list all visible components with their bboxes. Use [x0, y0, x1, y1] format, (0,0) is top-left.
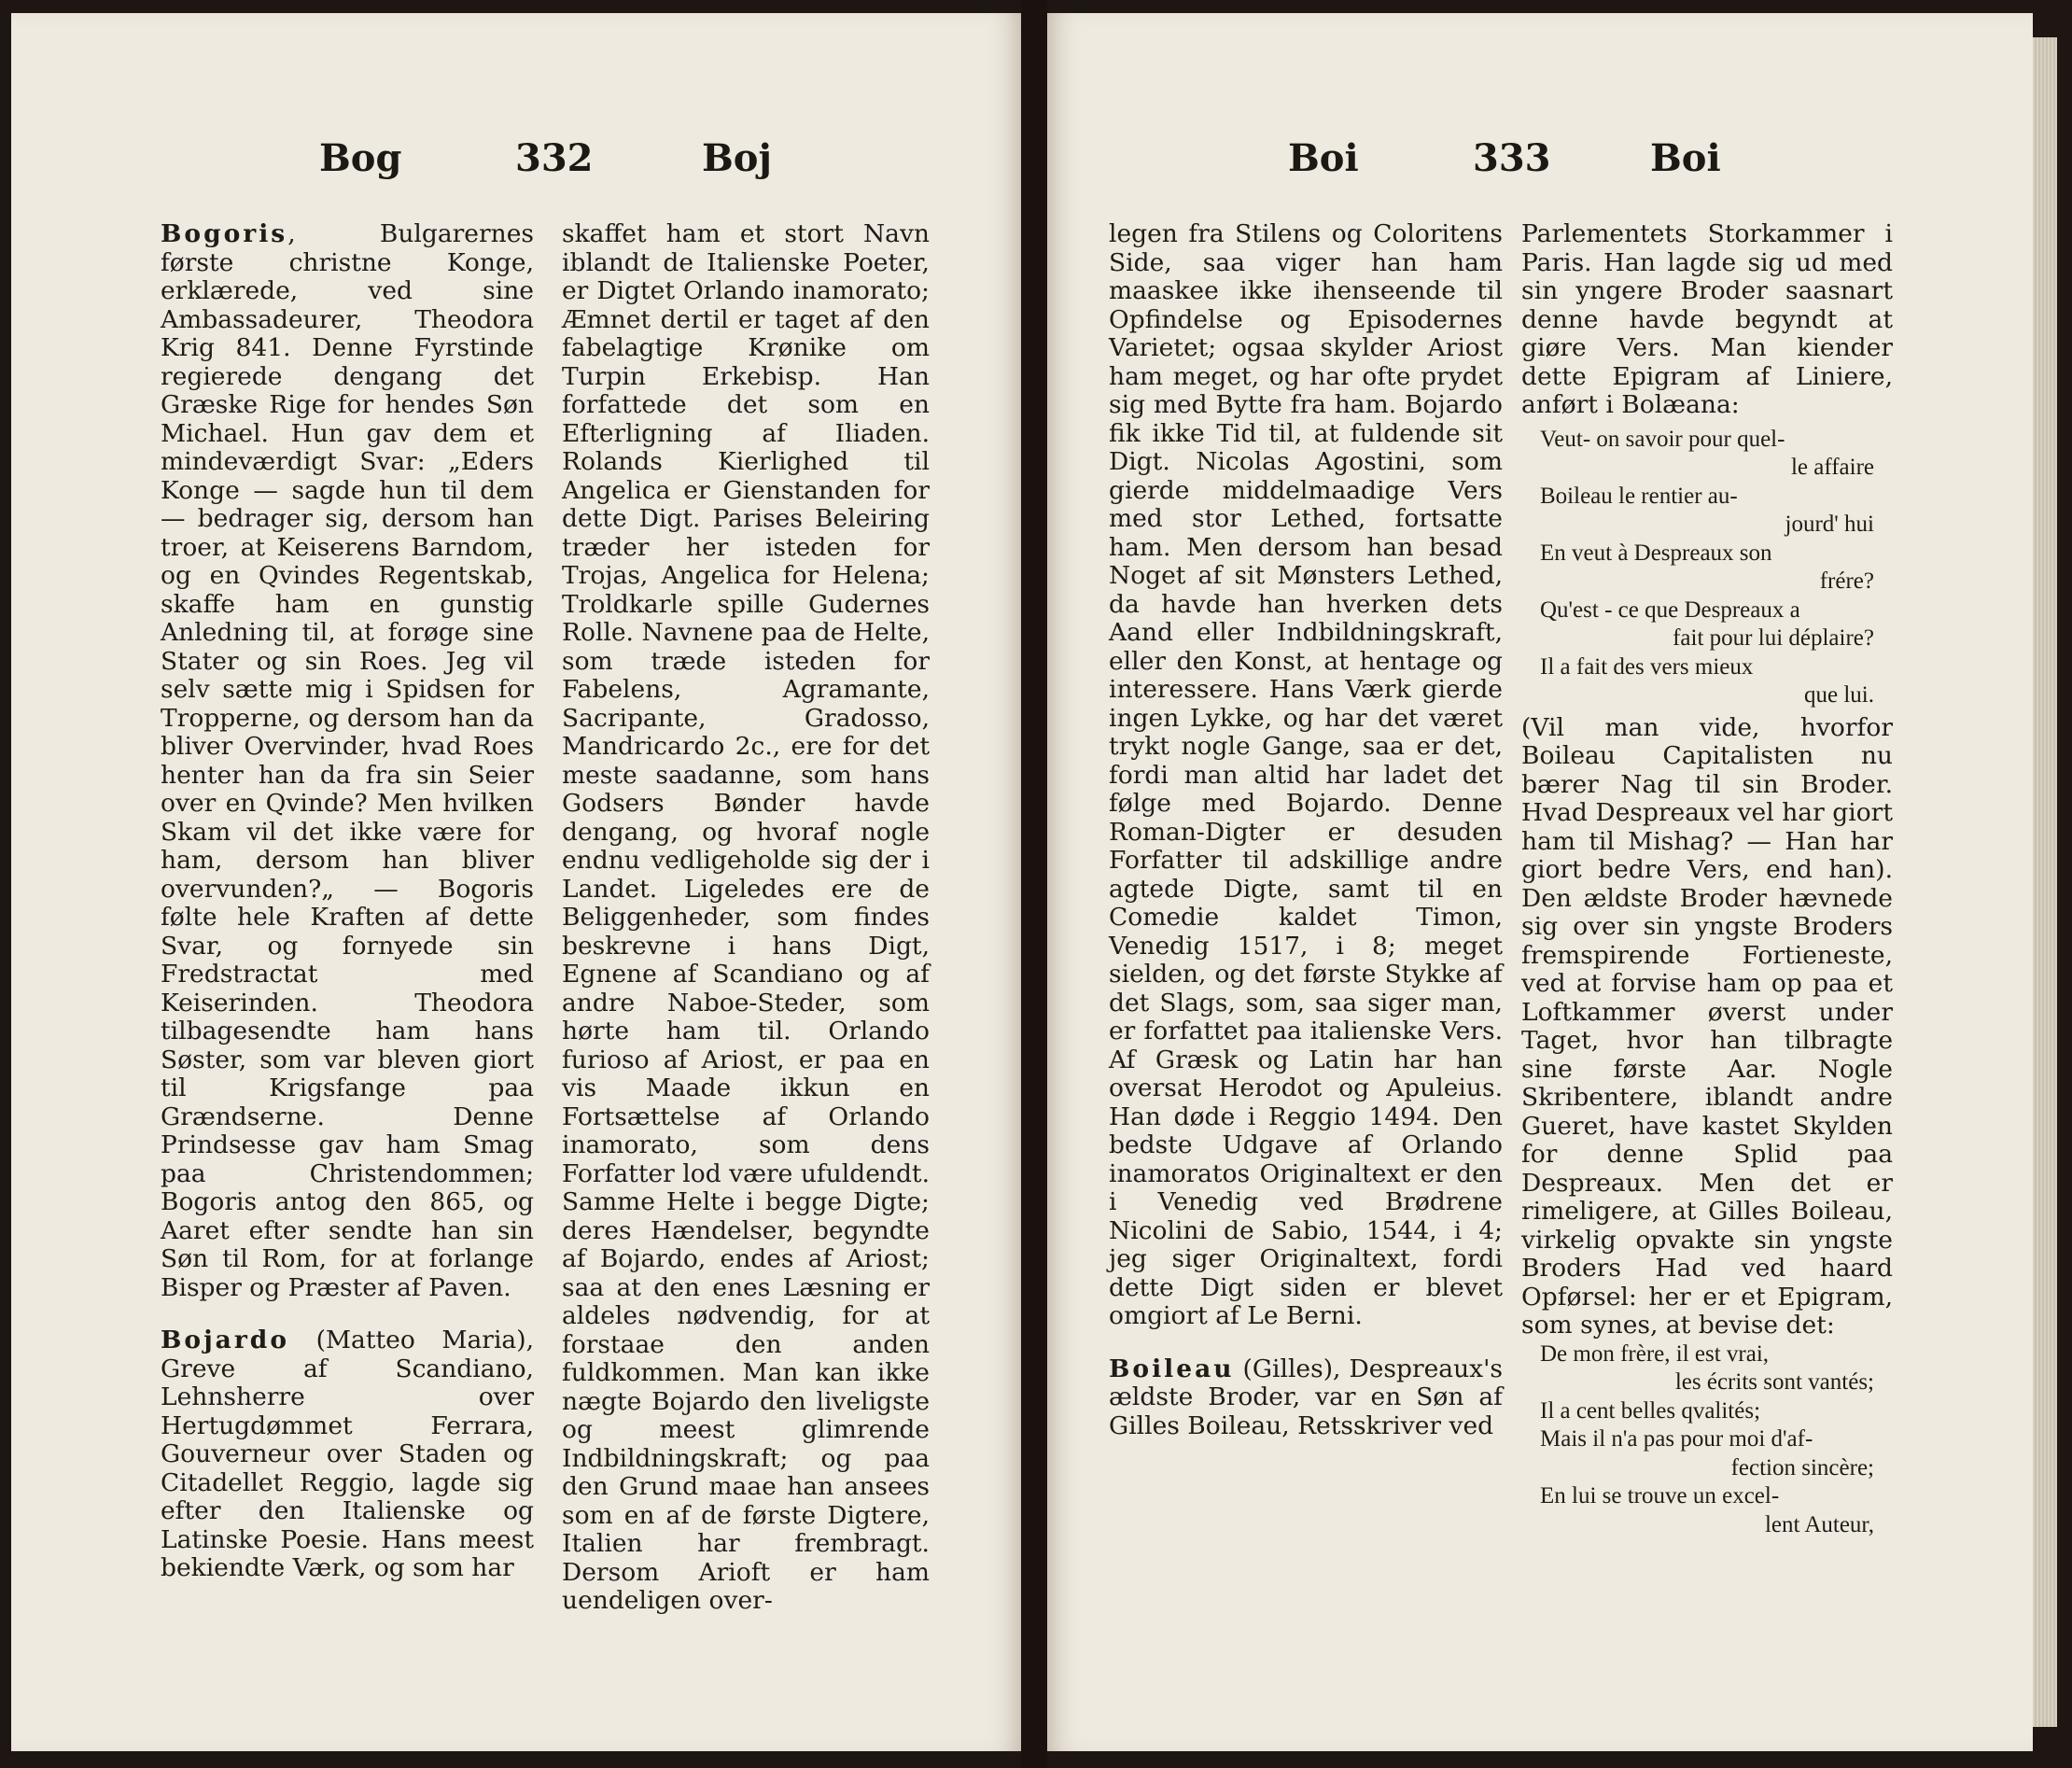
entry-title-boileau: Boileau: [1109, 1354, 1235, 1383]
epigram-1: [1521, 426, 1893, 710]
epigram-line: De mon frère, il est vrai,: [1540, 1340, 1770, 1367]
epigram-line: le affaire: [1790, 455, 1874, 480]
left-header-keyword: Bog: [319, 136, 402, 180]
right-header-keyword-right: Boi: [1650, 136, 1721, 180]
boileau-middle: (Vil man vide, hvorfor Boileau Capitalisten nu bærer Nag til sin Broder. Hvad Despreaux vel har giort ham til Mishag? — Han har giort bedre Vers, end han). Den ældste Broder hævnede sig over sin yngste Broders fremspirende Fortieneste, ved at forvise ham op paa et Loftkammer øverst under Taget, hvor han tilbragte sine første Aar. Nogle Skribentere, iblandt andre Gueret, have kastet Skylden for denne Splid paa Despreaux. Men det er rimeligere, at Gilles Boileau, virkelig opvakte sin yngste Broders Had ved haard Opførsel: her er et Epigram, som synes, at bevise det:: [1521, 712, 1893, 1340]
entry-title-bojardo: Bojardo: [161, 1326, 289, 1354]
left-page-header: [11, 136, 1021, 192]
entry-bogoris: [161, 220, 534, 1302]
epigram-line: fait pour lui déplaire?: [1673, 625, 1874, 651]
left-page-number: 332: [515, 136, 594, 180]
bojardo-continued-2: legen fra Stilens og Coloritens Side, saa viger han ham maaskee ikke ihenseende til Opfindelse og Episodernes Varietet; ogsaa skylder Ariost ham meget, og har ofte prydet sig med Bytte fra ham. Bojardo fik ikke Tid til, at fuldende sit Digt. Nicolas Agostini, som gierde middelmaadige Vers med stor Lethed, fortsatte ham. Men dersom han besad Noget af sit Mønsters Lethed, da havde han hverken dets Aand eller Indbildningskraft, eller den Konst, at hentage og interessere. Hans Værk gierde ingen Lykke, og har det været trykt nogle Gange, saa er det, fordi man altid har ladet det følge med Bojardo. Denne Roman-Digter er desuden Forfatter til adskillige andre agtede Digte, samt til en Comedie kaldet Timon, Venedig 1517, i 8; meget sielden, og det første Stykke af det Slags, som, saa siger man, er forfattet paa italienske Vers. Af Græsk og Latin har han oversat Herodot og Apuleius. Han døde i Reggio 1494. Den bedste Udgave af Orlando inamoratos Originaltext er den i Venedig ved Brødrene Nicolini de Sabio, 1544, i 4; jeg siger Originaltext, fordi dette Digt siden er blevet omgiort af Le Berni.: [1109, 219, 1503, 1330]
epigram-line: Mais il n'a pas pour moi d'af-: [1540, 1426, 1813, 1452]
epigram-line: lent Auteur,: [1764, 1511, 1874, 1537]
epigram-line: Boileau le rentier au-: [1540, 483, 1738, 509]
left-header-keyword-right: Boj: [702, 136, 772, 180]
epigram-line: jourd' hui: [1785, 512, 1874, 537]
right-page-column-1: [1109, 220, 1503, 1440]
entry-boileau: [1109, 1355, 1503, 1441]
page-edges: [2033, 37, 2057, 1727]
left-page: [11, 13, 1021, 1751]
epigram-line: En lui se trouve un excel-: [1540, 1483, 1780, 1508]
entry-text-bojardo: (Matteo Maria), Greve af Scandiano, Lehnsherre over Hertugdømmet Ferrara, Gouverneur over Staden og Citadellet Reggio, lagde sig efter den Italienske og Latinske Poesie. Hans meest bekiendte Værk, og som har: [161, 1326, 534, 1582]
entry-text-bogoris: , Bulgarernes første christne Konge, erklærede, ved sine Ambassadeurer, Theodora Krig 841. Denne Fyrstinde regierede dengang det Græske Rige for hendes Søn Michael. Hun gav dem et mindeværdigt Svar: „Eders Konge — sagde hun til dem — bedrager sig, dersom han troer, at Keiserens Barndom, og en Qvindes Regentskab, skaffe ham en gunstig Anledning til, at forøge sine Stater og sin Roes. Jeg vil selv sætte mig i Spidsen for Tropperne, og dersom han da bliver Overvinder, hvad Roes henter han da fra sin Seier over en Qvinde? Men hvilken Skam vil det ikke være for ham, dersom han bliver overvunden?„ — Bogoris følte hele Kraften af dette Svar, og fornyede sin Fredstractat med Keiserinden. Theodora tilbagesendte ham hans Søster, som var bleven giort til Krigsfange paa Grændserne. Denne Prindsesse gav ham Smag paa Christendommen; Bogoris antog den 865, og Aaret efter sendte han sin Søn til Rom, for at forlange Bisper og Præster af Paven.: [161, 219, 534, 1302]
bojardo-continued: skaffet ham et stort Navn iblandt de Italienske Poeter, er Digtet Orlando inamorato; Æmnet dertil er taget af den fabelagtige Krønike om Turpin Erkebisp. Han forfattede det som en Efterligning af Iliaden. Rolands Kierlighed til Angelica er Gienstanden for dette Digt. Parises Beleiring træder her isteden for Trojas, Angelica for Helena; Troldkarle spille Gudernes Rolle. Navnene paa de Helte, som træde isteden for Fabelens, Agramante, Sacripante, Gradosso, Mandricardo 2c., ere for det meste saadanne, som hans Godsers Bønder havde dengang, og hvoraf nogle endnu vedligeholde sig der i Landet. Ligeledes ere de Beliggenheder, som findes beskrevne i hans Digt, Egnene af Scandiano og af andre Naboe-Steder, som hørte ham til. Orlando furioso af Ariost, er paa en vis Maade ikkun en Fortsættelse af Orlando inamorato, som dens Forfatter lod være ufuldendt. Samme Helte i begge Digte; deres Hændelser, begyndte af Bojardo, endes af Ariost; saa at den enes Læsning er aldeles nødvendig, for at forstaae den anden fuldkommen. Man kan ikke nægte Bojardo den liveligste og meest glimrende Indbildningskraft; og paa den Grund maae han ansees som en af de første Digtere, Italien har frembragt. Dersom Arioft er ham uendeligen over-: [562, 219, 930, 1615]
right-page-number: 333: [1473, 136, 1551, 180]
left-page-column-1: [161, 220, 534, 1583]
epigram-line: Il a cent belles qvalités;: [1540, 1397, 1761, 1424]
boileau-continued: Parlementets Storkammer i Paris. Han lagde sig ud med sin yngere Broder saasnart denne havde begyndt at giøre Vers. Man kiender dette Epigram af Liniere, anført i Bolæana:: [1521, 219, 1893, 419]
left-page-column-2: [562, 220, 930, 1616]
entry-bojardo: [161, 1326, 534, 1583]
entry-title-bogoris: Bogoris: [161, 219, 288, 248]
epigram-2: [1521, 1340, 1893, 1540]
epigram-line: frére?: [1819, 568, 1874, 594]
right-page-column-2: [1521, 220, 1893, 1539]
epigram-line: les écrits sont vantés;: [1674, 1369, 1874, 1395]
epigram-line: En veut à Despreaux son: [1540, 540, 1772, 566]
right-page-header: [1047, 136, 2033, 192]
right-header-keyword: Boi: [1288, 136, 1359, 180]
epigram-line: Il a fait des vers mieux: [1540, 653, 1754, 680]
epigram-line: que lui.: [1804, 682, 1874, 708]
right-page: [1047, 13, 2033, 1751]
epigram-line: Qu'est - ce que Despreaux a: [1540, 596, 1800, 623]
epigram-line: Veut- on savoir pour quel-: [1540, 426, 1785, 452]
entry-text-boileau: (Gilles), Despreaux's ældste Broder, var en Søn af Gilles Boileau, Retsskriver ved: [1109, 1354, 1503, 1440]
book-gutter: [1021, 0, 1047, 1768]
epigram-line: fection sincère;: [1730, 1454, 1874, 1480]
